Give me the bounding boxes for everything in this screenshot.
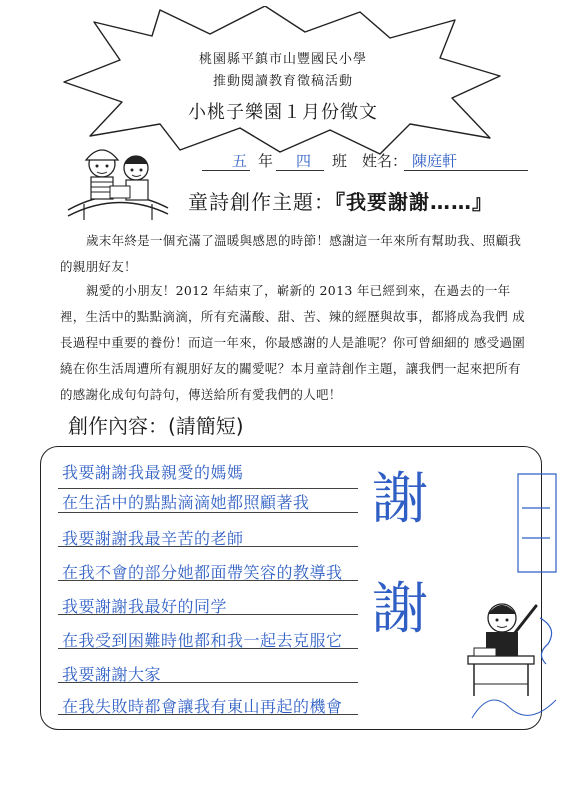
class-label: 班 — [332, 152, 348, 170]
intro-paragraph-2: 親愛的小朋友！2012 年結束了，嶄新的 2013 年已經到來，在過去的一年裡，生活中的點點滴滴，所有充滿酸、甜、苦、辣的經歷與故事，都將成為我們 成長過程中重要的養份！而這一年來，你最感謝的人是誰呢？你可曾細細的 感受過圍繞在你生活周遭所有親朋好友的關愛呢？本月童詩創作主題，讓我們一起來把所有的感謝化成句句詩句，傳送給所有愛我們的人吧！ — [60, 283, 526, 402]
activity-title: 推動閱讀教育徵稿活動 — [212, 74, 353, 89]
poem-line: 在我失敗時都會讓我有東山再起的機會 — [62, 697, 343, 716]
poem-line: 我要謝謝大家 — [62, 665, 162, 684]
grade-label: 年 — [258, 152, 274, 170]
poem-line: 我要謝謝我最親愛的媽媽 — [62, 463, 244, 482]
poem-theme — [188, 186, 493, 215]
poem-line: 在我受到困難時他都和我一起去克服它 — [62, 631, 343, 650]
name-underline — [404, 170, 528, 171]
poem-line: 我要謝謝我最好的同学 — [62, 597, 228, 616]
student-name: 陳庭軒 — [412, 152, 458, 170]
theme-title: 『我要謝謝……』 — [335, 190, 493, 214]
grade-value: 五 — [232, 152, 248, 170]
grade-underline — [202, 170, 250, 171]
poem-line: 我要謝謝我最辛苦的老師 — [62, 529, 244, 548]
theme-prefix: 童詩創作主題： — [188, 190, 335, 214]
name-label: 姓名： — [362, 152, 408, 170]
side-character: 謝 — [372, 467, 428, 532]
ruled-line — [58, 488, 358, 489]
side-character: 謝 — [372, 577, 428, 642]
poem-line: 在生活中的點點滴滴她都照顧著我 — [62, 493, 310, 512]
kids-reading-icon — [64, 142, 172, 222]
student-at-desk-icon — [462, 592, 552, 702]
school-name: 桃園縣平鎮市山豐國民小學 — [198, 52, 367, 67]
content-title: 創作內容：(請簡短) — [68, 414, 244, 438]
contest-title: 小桃子樂園１月份徵文 — [188, 102, 378, 123]
class-underline — [276, 170, 324, 171]
poem-line: 在我不會的部分她都面帶笑容的教導我 — [62, 563, 343, 582]
class-value: 四 — [296, 152, 312, 170]
intro-paragraph-1: 歲末年終是一個充滿了溫暖與感恩的時節！感謝這一年來所有幫助我、照顧我的親朋好友！ — [60, 233, 522, 274]
